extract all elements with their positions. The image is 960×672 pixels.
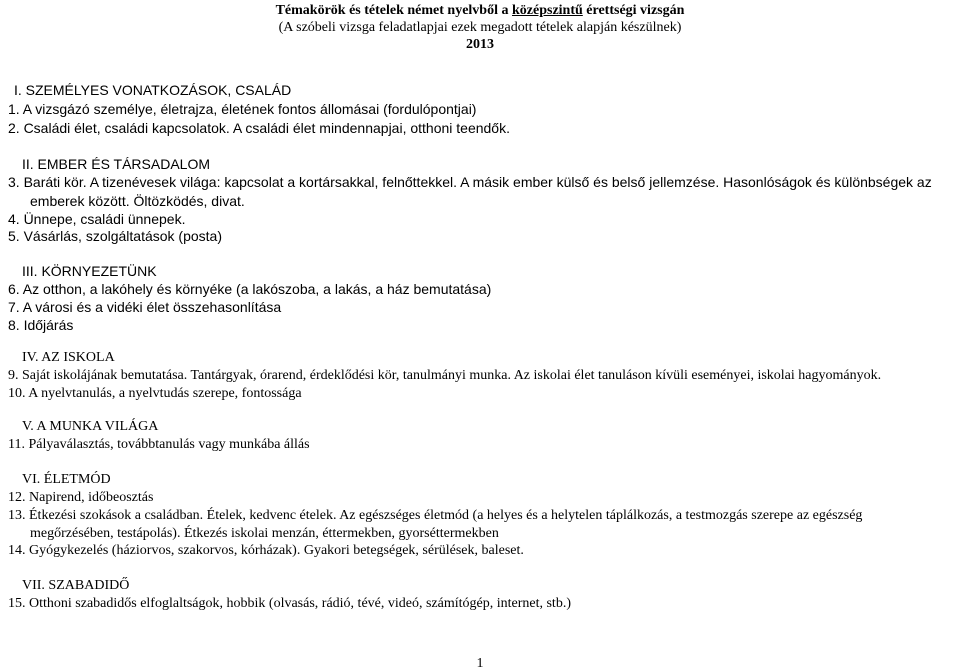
topic-item-15: 15. Otthoni szabadidős elfoglaltságok, hobbik (olvasás, rádió, tévé, videó, számítógép, internet, stb.) xyxy=(8,596,571,611)
topic-item-9: 9. Saját iskolájának bemutatása. Tantárgyak, órarend, érdeklődési kör, tanulmányi munka. Az iskolai élet tanuláson kívüli eseményei, iskolai hagyományok. xyxy=(8,368,882,383)
topic-item-3: 3. Baráti kör. A tizenévesek világa: kapcsolat a kortársakkal, felnőttekkel. A másik ember külső és belső jellemzése. Hasonlóságok és különbségek az xyxy=(8,174,932,190)
topic-item-13-continued: megőrzésében, testápolás). Étkezés iskolai menzán, éttermekben, gyorséttermekben xyxy=(30,526,499,541)
section-heading-3: III. KÖRNYEZETÜNK xyxy=(22,263,157,279)
section-heading-6: VI. ÉLETMÓD xyxy=(22,472,111,487)
topic-item-2: 2. Családi élet, családi kapcsolatok. A családi élet mindennapjai, otthoni teendők. xyxy=(8,120,510,136)
topic-item-3-continued: emberek között. Öltözködés, divat. xyxy=(30,193,245,209)
topic-item-8: 8. Időjárás xyxy=(8,317,74,333)
topic-item-6: 6. Az otthon, a lakóhely és környéke (a lakószoba, a lakás, a ház bemutatása) xyxy=(8,281,492,297)
page-number: 1 xyxy=(476,656,484,671)
topic-item-1: 1. A vizsgázó személye, életrajza, életének fontos állomásai (fordulópontjai) xyxy=(8,101,477,117)
document-title xyxy=(0,2,960,19)
title-part-2: érettségi vizsgán xyxy=(582,3,685,18)
topic-item-11: 11. Pályaválasztás, továbbtanulás vagy munkába állás xyxy=(8,437,310,452)
section-heading-1: I. SZEMÉLYES VONATKOZÁSOK, CSALÁD xyxy=(14,82,292,98)
section-heading-7: VII. SZABADIDŐ xyxy=(22,578,130,593)
title-part-1: Témakörök és tételek német nyelvből a xyxy=(275,3,512,18)
title-underlined-part: középszintű xyxy=(512,3,583,18)
topic-item-12: 12. Napirend, időbeosztás xyxy=(8,490,154,505)
topic-item-7: 7. A városi és a vidéki élet összehasonlítása xyxy=(8,299,282,315)
section-heading-4: IV. AZ ISKOLA xyxy=(22,350,115,365)
section-heading-5: V. A MUNKA VILÁGA xyxy=(22,419,159,434)
topic-item-4: 4. Ünnepe, családi ünnepek. xyxy=(8,211,186,227)
topic-item-13: 13. Étkezési szokások a családban. Ételek, kedvenc ételek. Az egészséges életmód (a helyes és a helytelen táplálkozás, a testmozgás szerepe az egészség xyxy=(8,508,863,523)
topic-item-14: 14. Gyógykezelés (háziorvos, szakorvos, kórházak). Gyakori betegségek, sérülések, baleset. xyxy=(8,543,524,558)
section-heading-2: II. EMBER ÉS TÁRSADALOM xyxy=(22,156,211,172)
topic-item-10: 10. A nyelvtanulás, a nyelvtudás szerepe, fontossága xyxy=(8,386,302,401)
topic-item-5: 5. Vásárlás, szolgáltatások (posta) xyxy=(8,228,222,244)
document-year: 2013 xyxy=(466,37,494,52)
document-header xyxy=(0,2,960,53)
document-subtitle: (A szóbeli vizsga feladatlapjai ezek megadott tételek alapján készülnek) xyxy=(278,20,682,35)
